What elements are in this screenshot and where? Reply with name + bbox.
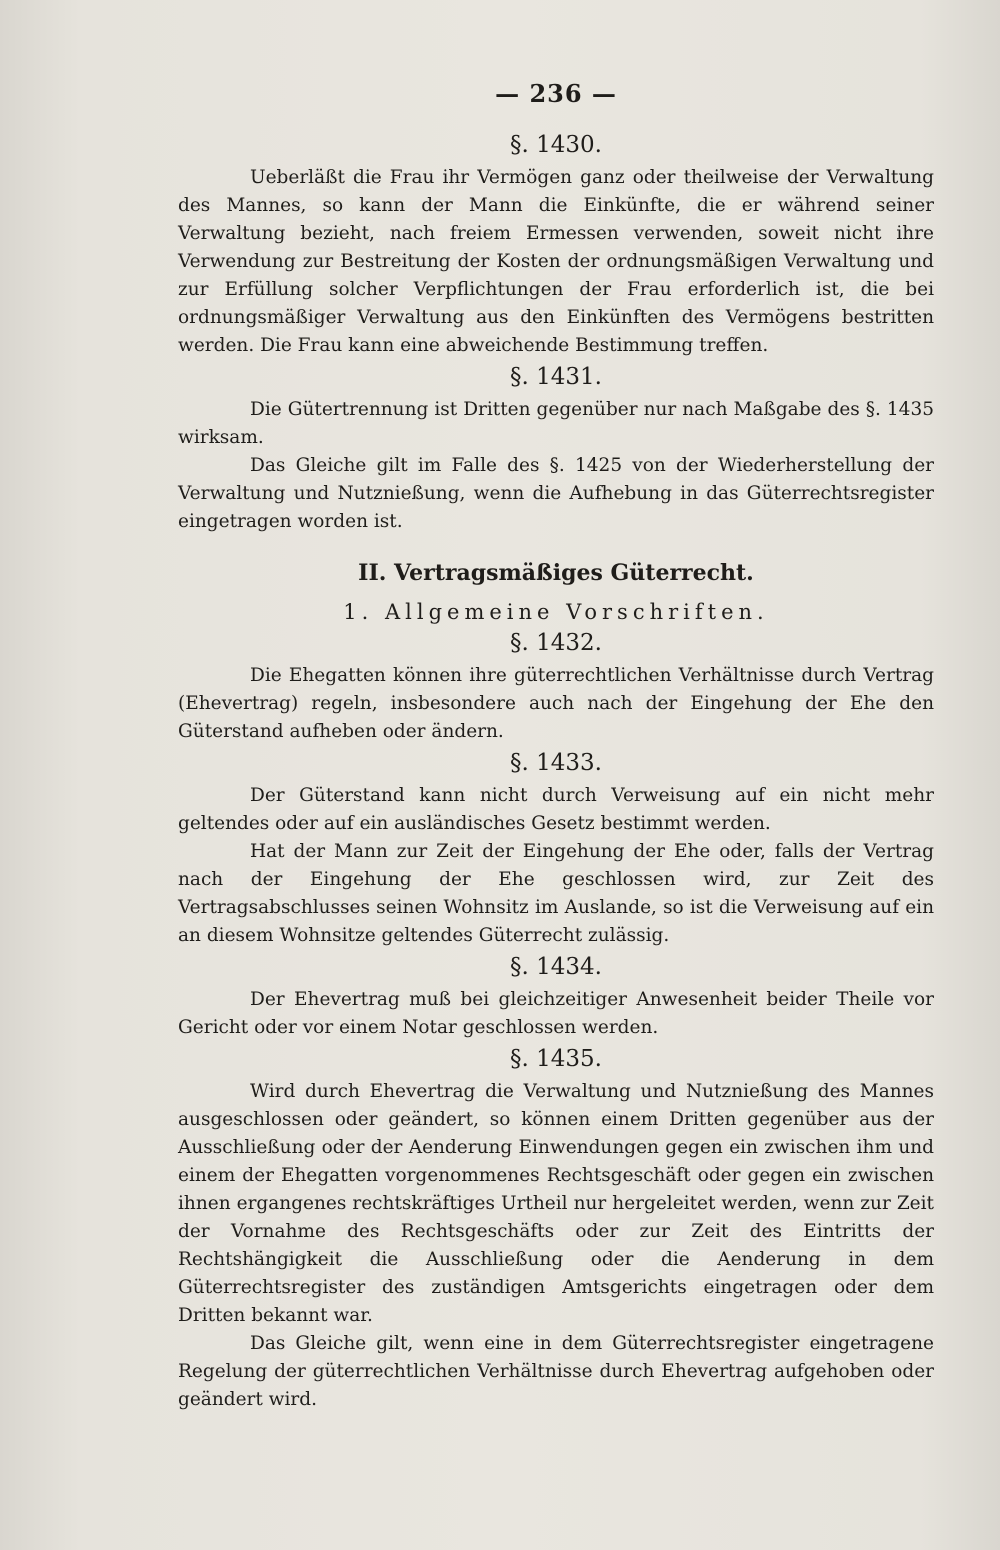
sub-heading: 1. Allgemeine Vorschriften. [343, 600, 769, 624]
section-heading-1434: §. 1434. [510, 954, 602, 980]
paragraph-1431-1: Die Gütertrennung ist Dritten gegenüber nur nach Maßgabe des §. 1435 wirksam. [178, 399, 934, 448]
paragraph-1433-2: Hat der Mann zur Zeit der Eingehung der Ehe oder, falls der Vertrag nach der Eingehung der Ehe geschlossen wird, zur Zeit des Vertragsabschlusses seinen Wohnsitz im Auslande, so ist die Verweisung auf ein an diesem Wohnsitze geltendes Güterrecht zulässig. [178, 841, 934, 946]
text-block [178, 76, 934, 1414]
section-heading-1433: §. 1433. [510, 750, 602, 776]
paragraph-1430-1: Ueberläßt die Frau ihr Vermögen ganz oder theilweise der Verwaltung des Mannes, so kann der Mann die Einkünfte, die er während seiner Verwaltung bezieht, nach freiem Ermessen verwenden, soweit nicht ihre Verwendung zur Bestreitung der Kosten der ordnungsmäßigen Verwaltung und zur Erfüllung solcher Verpflichtungen der Frau erforderlich ist, die bei ordnungsmäßiger Verwaltung aus den Einkünften des Vermögens bestritten werden. Die Frau kann eine abweichende Bestimmung treffen. [178, 167, 934, 356]
paragraph-1433-1: Der Güterstand kann nicht durch Verweisung auf ein nicht mehr geltendes oder auf ein ausländisches Gesetz bestimmt werden. [178, 785, 934, 834]
section-heading-1430: §. 1430. [510, 132, 602, 158]
section-heading-1432: §. 1432. [510, 630, 602, 656]
paragraph-1431-2: Das Gleiche gilt im Falle des §. 1425 von der Wiederherstellung der Verwaltung und Nutznießung, wenn die Aufhebung in das Güterrechtsregister eingetragen worden ist. [178, 455, 934, 532]
paragraph-1434-1: Der Ehevertrag muß bei gleichzeitiger Anwesenheit beider Theile vor Gericht oder vor einem Notar geschlossen werden. [178, 989, 934, 1038]
paragraph-1435-1: Wird durch Ehevertrag die Verwaltung und Nutznießung des Mannes ausgeschlossen oder geändert, so können einem Dritten gegenüber aus der Ausschließung oder der Aenderung Einwendungen gegen ein zwischen ihm und einem der Ehegatten vorgenommenes Rechtsgeschäft oder gegen ein zwischen ihnen ergangenes rechtskräftiges Urtheil nur hergeleitet werden, wenn zur Zeit der Vornahme des Rechtsgeschäfts oder zur Zeit des Eintritts der Rechtshängigkeit die Ausschließung oder die Aenderung in dem Güterrechtsregister des zuständigen Amtsgerichts eingetragen oder dem Dritten bekannt war. [178, 1081, 934, 1326]
part-heading: II. Vertragsmäßiges Güterrecht. [358, 560, 754, 586]
page-number: — 236 — [495, 79, 617, 108]
paragraph-1432-1: Die Ehegatten können ihre güterrechtlichen Verhältnisse durch Vertrag (Ehevertrag) regeln, insbesondere auch nach der Eingehung der Ehe den Güterstand aufheben oder ändern. [178, 665, 934, 742]
section-heading-1431: §. 1431. [510, 364, 602, 390]
section-heading-1435: §. 1435. [510, 1046, 602, 1072]
paragraph-1435-2: Das Gleiche gilt, wenn eine in dem Güterrechtsregister eingetragene Regelung der güterrechtlichen Verhältnisse durch Ehevertrag aufgehoben oder geändert wird. [178, 1333, 934, 1410]
